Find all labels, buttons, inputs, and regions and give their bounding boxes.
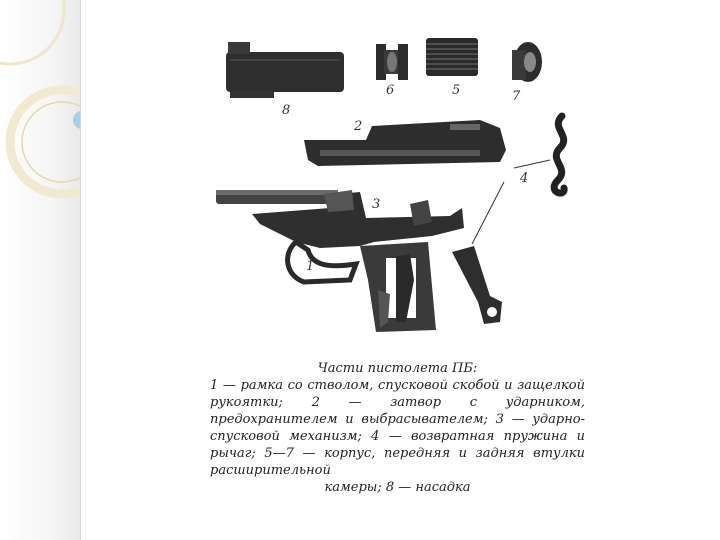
slide-decoration-panel [0, 0, 81, 540]
accent-dot-large [73, 111, 80, 129]
leader-line-4 [514, 160, 550, 168]
part-2-slide [304, 120, 506, 166]
part-4-recoil-spring [554, 116, 564, 193]
part-7-rear-bushing [512, 42, 542, 82]
label-part-1: 1 [306, 259, 315, 274]
parts-drawing [200, 32, 600, 352]
ring-top [0, 0, 64, 64]
leader-line-4b [472, 182, 504, 244]
label-part-8: 8 [282, 103, 291, 118]
caption-last-line: камеры; 8 — насадка [324, 480, 471, 495]
caption-title: Части пистолета ПБ: [317, 361, 478, 376]
part-6-front-bushing [376, 44, 408, 80]
label-part-7: 7 [512, 89, 521, 104]
part-5-chamber-body [426, 38, 478, 76]
label-part-3: 3 [372, 197, 381, 212]
caption-body: 1 — рамка со стволом, спусковой скобой и защелкой рукоятки; 2 — затвор с ударником, предохранителем и выбрасывателем; 3 — ударно-спусковой механизм; 4 — возвратная пружина и рычаг; 5—7 — корпус, передняя и задняя втулки расширительной [210, 378, 585, 478]
ring-middle-inner [22, 102, 80, 182]
label-part-4: 4 [520, 171, 529, 186]
label-part-2: 2 [354, 119, 363, 134]
part-8-attachment [226, 42, 344, 98]
pistol-parts-figure [200, 32, 600, 352]
decorative-rings [0, 0, 80, 540]
label-part-5: 5 [452, 83, 461, 98]
label-part-6: 6 [386, 83, 395, 98]
figure-caption [210, 360, 585, 496]
part-4-lever [452, 246, 502, 324]
